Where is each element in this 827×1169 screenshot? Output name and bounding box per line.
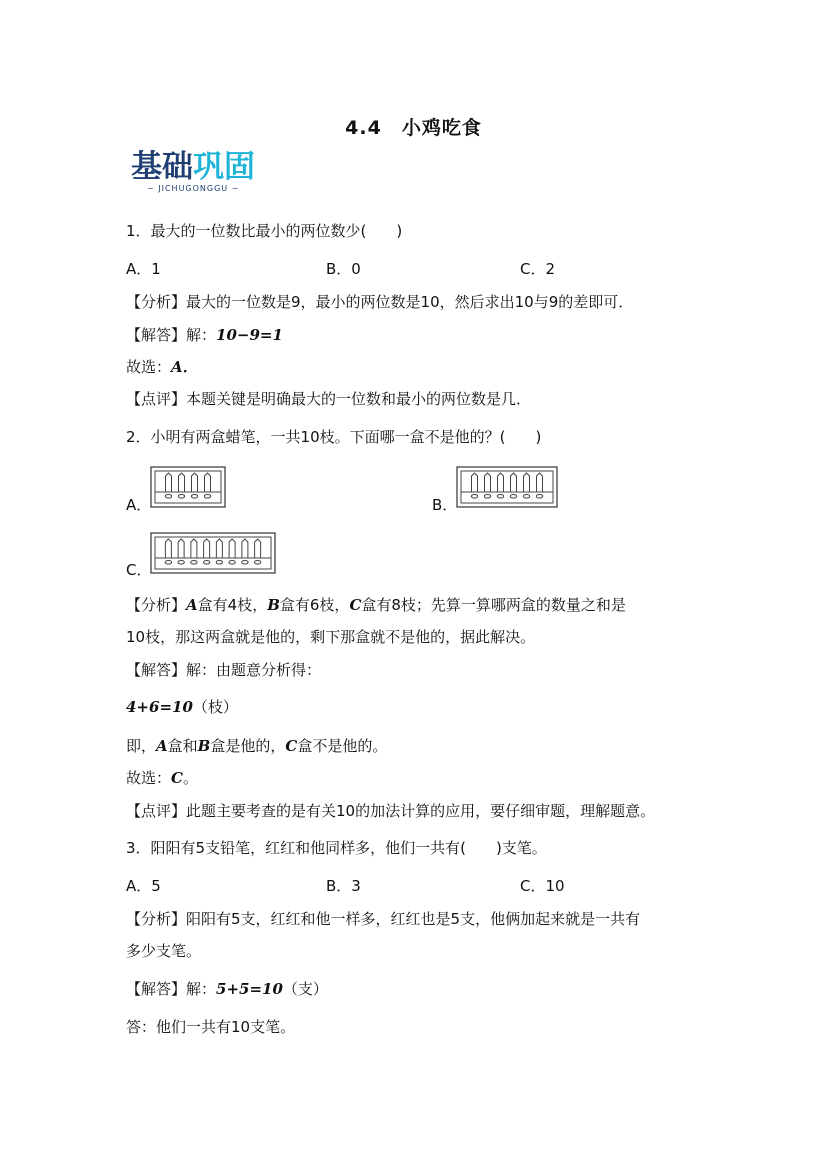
q3-option-a: A．5 [126,877,161,895]
q2-conclusion: 即，A盒和B盒是他的，C盒不是他的。 [126,737,388,755]
q3-option-b: B．3 [326,877,361,895]
q3-option-c: C．10 [520,877,565,895]
q1-choice: 故选：A． [126,358,198,376]
q3-answer: 【解答】解：5+5=10（支） [126,980,328,998]
q2-option-b-label: B． [432,496,458,514]
page-title: 4.4 小鸡吃食 [345,117,482,139]
q3-final-answer: 答：他们一共有10支笔。 [126,1018,296,1036]
crayon-box-c [150,532,276,574]
q1-option-c: C．2 [520,260,556,278]
q2-option-c-label: C． [126,561,152,579]
q2-option-a-label: A． [126,496,152,514]
q2-analysis-line1: 【分析】A盒有4枝，B盒有6枝，C盒有8枝；先算一算哪两盒的数量之和是 [126,596,626,614]
q2-question: 2．小明有两盒蜡笔，一共10枝。下面哪一盒不是他的？( ) [126,428,542,446]
q1-comment: 【点评】本题关键是明确最大的一位数和最小的两位数是几． [126,390,532,408]
crayon-box-b [456,466,558,508]
q1-answer: 【解答】解：10−9=1 [126,326,283,344]
q2-comment: 【点评】此题主要考查的是有关10的加法计算的应用，要仔细审题，理解题意。 [126,802,656,820]
q1-option-b: B．0 [326,260,361,278]
crayon-box-a [150,466,226,508]
section-badge [131,150,277,196]
q2-analysis-line2: 10枝，那这两盒就是他的，剩下那盒就不是他的，据此解决。 [126,628,536,646]
q3-question: 3．阳阳有5支铅笔，红红和他同样多，他们一共有( )支笔。 [126,839,547,857]
q3-analysis-line1: 【分析】阳阳有5支，红红和他一样多，红红也是5支，他俩加起来就是一共有 [126,910,641,928]
q3-analysis-line2: 多少支笔。 [126,942,202,960]
badge-main-text: 基础巩固 [131,149,255,185]
q1-question: 1．最大的一位数比最小的两位数少( ) [126,222,403,240]
q1-analysis: 【分析】最大的一位数是9，最小的两位数是10，然后求出10与9的差即可． [126,293,634,311]
q1-option-a: A．1 [126,260,161,278]
q2-choice: 故选：C。 [126,769,198,787]
q2-equation: 4+6=10（枝） [126,698,238,716]
q2-answer: 【解答】解：由题意分析得： [126,661,322,679]
badge-sub-text: ~ JICHUGONGGU ~ [147,184,240,193]
